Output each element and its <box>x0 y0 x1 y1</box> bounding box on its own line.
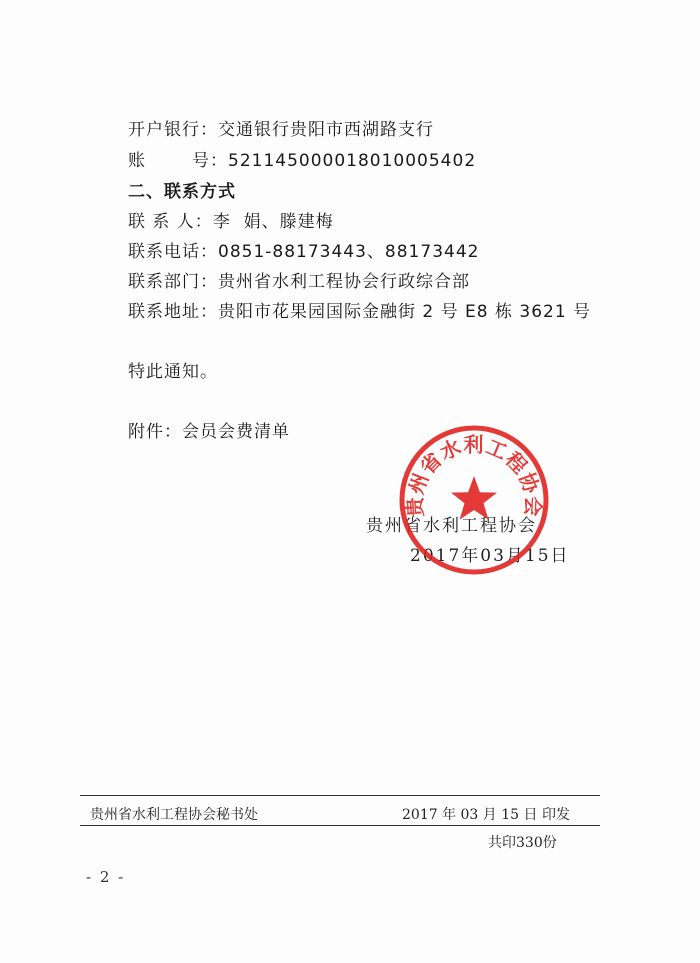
seal-star-icon <box>451 476 497 520</box>
contact-person-line <box>128 211 334 233</box>
closing-text: 特此通知。 <box>128 362 218 382</box>
contact-address-label: 联系地址： <box>128 302 218 322</box>
contact-dept-value: 贵州省水利工程协会行政综合部 <box>218 272 470 292</box>
contact-dept-line <box>128 271 470 293</box>
contact-address-value: 贵阳市花果园国际金融街 2 号 E8 栋 3621 号 <box>218 302 592 322</box>
contact-phone-line <box>128 241 479 263</box>
signature-org: 贵州省水利工程协会 <box>366 516 537 536</box>
footer-copies: 共印330份 <box>488 835 557 851</box>
footer-issuer: 贵州省水利工程协会秘书处 <box>90 807 258 823</box>
official-seal-icon <box>398 424 550 576</box>
page-number: - 2 - <box>86 868 126 886</box>
contact-heading: 二、联系方式 <box>128 182 236 202</box>
account-value: 52114500001801000540​2 <box>228 151 477 171</box>
bank-value: 交通银行贵阳市西湖路支行 <box>218 120 434 140</box>
footer-print-date: 2017 年 03 月 15 日 印发 <box>402 807 570 823</box>
bank-label: 开户银行： <box>128 120 218 140</box>
bank-line <box>128 119 434 141</box>
signature-date: 2017年03月15日 <box>410 546 570 566</box>
contact-phone-label: 联系电话： <box>128 242 218 262</box>
contact-person-value: 李 娟、滕建梅 <box>212 212 334 232</box>
contact-person-label: 联 系 人： <box>128 212 213 232</box>
attachment-text: 附件：会员会费清单 <box>128 422 290 442</box>
contact-address-line <box>128 301 591 323</box>
account-label-a: 账 <box>128 151 146 171</box>
seal-text: 贵州省水利工程协会 <box>402 432 546 518</box>
account-label-b: 号： <box>192 151 228 171</box>
contact-dept-label: 联系部门： <box>128 272 218 292</box>
footer-rule-top <box>80 795 600 796</box>
contact-phone-value: 0851-88173443、88173442 <box>218 242 480 262</box>
account-line <box>128 150 476 172</box>
footer-rule-bottom <box>80 825 600 826</box>
